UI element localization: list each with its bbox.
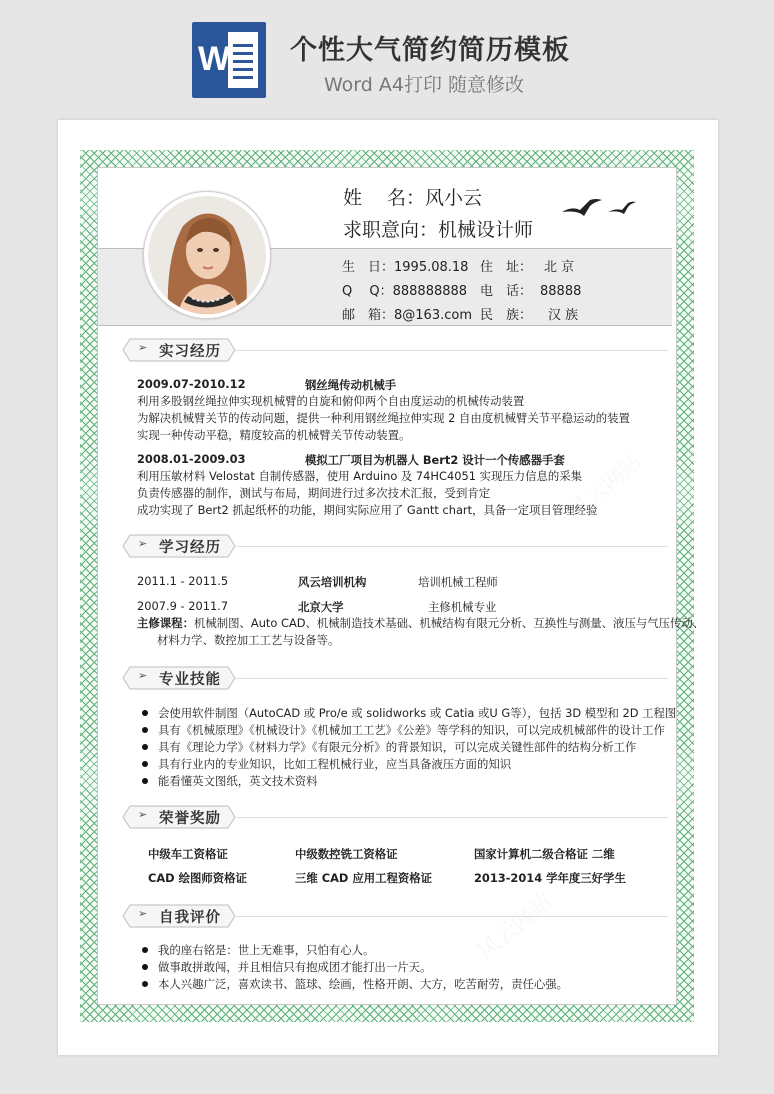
skill-item: 具有《理论力学》《材料力学》《有限元分析》的背景知识，可以完成关键性部件的结构分析工作 (158, 740, 637, 754)
self-eval-item: 我的座右铭是：世上无难事，只怕有心人。 (158, 943, 375, 957)
birds-icon (560, 194, 640, 224)
award-item: 国家计算机二级合格证 二维 (474, 847, 615, 861)
phone-field: 电 话： 88888 (480, 284, 582, 299)
bullet-icon (142, 710, 148, 716)
internship-period: 2009.07-2010.12 (137, 377, 246, 391)
skill-item: 具有《机械原理》《机械设计》《机械加工工艺》《公差》等学科的知识，可以完成机械部件的设计工作 (158, 723, 665, 737)
name-line: 姓 名：风小云 (343, 187, 483, 209)
education-period: 2011.1 - 2011.5 (137, 574, 229, 588)
chevron-right-icon: ➢ (138, 341, 148, 354)
ethnic-field: 民 族： 汉 族 (480, 308, 579, 323)
bullet-icon (142, 778, 148, 784)
award-item: 三维 CAD 应用工程资格证 (295, 871, 433, 885)
job-value: 机械设计师 (438, 219, 534, 241)
section-heading-awards: ➢ 荣誉奖励 (122, 805, 236, 829)
birth-field: 生 日：1995.08.18 (342, 260, 469, 275)
bullet-icon (142, 964, 148, 970)
section-heading-education: ➢ 学习经历 (122, 534, 236, 558)
skill-item: 能看懂英文图纸，英文技术资料 (158, 774, 318, 788)
skill-item: 具有行业内的专业知识，比如工程机械行业，应当具备液压方面的知识 (158, 757, 512, 771)
education-major: 培训机械工程师 (418, 575, 498, 589)
courses-line: 主修课程：机械制图、Auto CAD、机械制造技术基础、机械结构有限元分析、互换性与测量、液压与气压传动、 (137, 616, 705, 630)
award-item: 中级车工资格证 (148, 847, 228, 861)
name-value: 风小云 (425, 187, 483, 209)
job-intent-line: 求职意向：机械设计师 (343, 219, 534, 241)
divider (236, 678, 668, 679)
education-period: 2007.9 - 2011.7 (137, 599, 229, 613)
email-field: 邮 箱：8@163.com (342, 308, 472, 323)
qq-field: Q Q：888888888 (342, 284, 468, 299)
internship-line: 利用多股钢丝绳拉伸实现机械臂的自旋和俯仰两个自由度运动的机械传动装置 (137, 394, 525, 408)
chevron-right-icon: ➢ (138, 537, 148, 550)
self-eval-item: 本人兴趣广泛，喜欢读书、篮球、绘画，性格开朗、大方，吃苦耐劳，责任心强。 (158, 977, 569, 991)
award-item: 中级数控铣工资格证 (295, 847, 398, 861)
chevron-right-icon: ➢ (138, 669, 148, 682)
chevron-right-icon: ➢ (138, 808, 148, 821)
divider (236, 916, 668, 917)
chevron-right-icon: ➢ (138, 907, 148, 920)
divider (236, 546, 668, 547)
divider (236, 817, 668, 818)
award-item: CAD 绘图师资格证 (148, 871, 247, 885)
template-title: 个性大气简约简历模板 (290, 35, 570, 66)
internship-title: 钢丝绳传动机械手 (305, 378, 397, 392)
divider (236, 350, 668, 351)
address-field: 住 址： 北 京 (480, 260, 575, 275)
courses-line: 材料力学、数控加工工艺与设备等。 (157, 633, 340, 647)
skill-item: 会使用软件制图（AutoCAD 或 Pro/e 或 solidworks 或 Catia 或U G等），包括 3D 模型和 2D 工程图 (158, 706, 677, 720)
self-eval-item: 做事敢拼敢闯，并且相信只有抱成团才能打出一片天。 (158, 960, 432, 974)
internship-line: 利用压敏材料 Velostat 自制传感器，使用 Arduino 及 74HC4051 实现压力信息的采集 (137, 469, 583, 483)
internship-line: 实现一种传动平稳，精度较高的机械臂关节传动装置。 (137, 428, 411, 442)
internship-line: 负责传感器的制作，测试与布局，期间进行过多次技术汇报，受到肯定 (137, 486, 491, 500)
education-school: 风云培训机构 (298, 575, 367, 589)
bullet-icon (142, 947, 148, 953)
education-school: 北京大学 (298, 600, 344, 614)
internship-title: 模拟工厂项目为机器人 Bert2 设计一个传感器手套 (305, 453, 565, 467)
bullet-icon (142, 727, 148, 733)
word-icon: W (192, 22, 266, 98)
header-banner (0, 0, 774, 110)
bullet-icon (142, 981, 148, 987)
internship-line: 为解决机械臂关节的传动问题，提供一种利用钢丝绳拉伸实现 2 自由度机械臂关节平稳运动的装置 (137, 411, 630, 425)
bullet-icon (142, 761, 148, 767)
section-heading-self-eval: ➢ 自我评价 (122, 904, 236, 928)
template-subtitle: Word A4打印 随意修改 (324, 74, 525, 96)
section-heading-internship: ➢ 实习经历 (122, 338, 236, 362)
internship-line: 成功实现了 Bert2 抓起纸杯的功能，期间实际应用了 Gantt chart，具备一定项目管理经验 (137, 503, 598, 517)
bullet-icon (142, 744, 148, 750)
award-item: 2013-2014 学年度三好学生 (474, 871, 626, 885)
education-major: 主修机械专业 (428, 600, 497, 614)
avatar (148, 196, 266, 314)
internship-period: 2008.01-2009.03 (137, 452, 246, 466)
section-heading-skills: ➢ 专业技能 (122, 666, 236, 690)
